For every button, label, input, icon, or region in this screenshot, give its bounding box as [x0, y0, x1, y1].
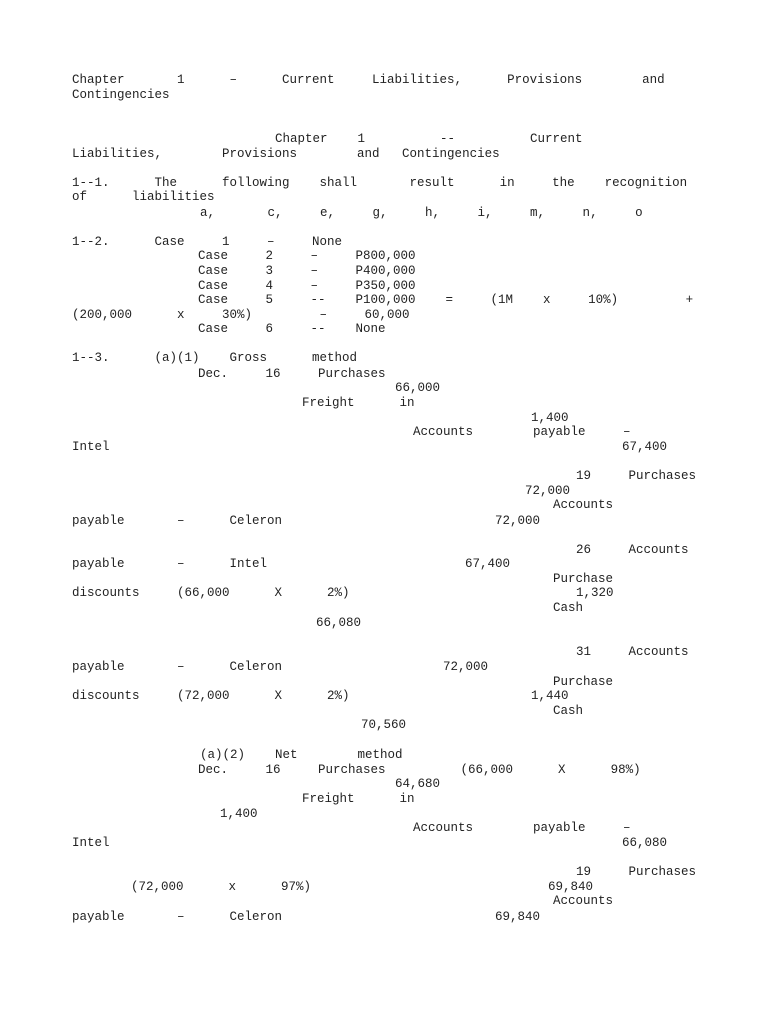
section-heading: Chapter 1 -- Current [275, 132, 583, 146]
problem-1-1-text: 1--1. The following shall result in the recognition [72, 176, 688, 190]
gross-payable-intel: payable – Intel [72, 557, 268, 571]
gross-amount: 67,400 [465, 557, 511, 571]
net-amount: 69,840 [548, 880, 594, 894]
gross-accounts-label: Accounts [553, 498, 614, 512]
gross-amount: 67,400 [622, 440, 668, 454]
gross-payable-celeron: payable – Celeron [72, 514, 283, 528]
gross-payable-celeron: payable – Celeron [72, 660, 283, 674]
gross-amount: 72,000 [495, 514, 541, 528]
problem-1-2-case-6: Case 6 -- None [198, 322, 386, 336]
problem-1-3-heading-net: (a)(2) Net method [200, 748, 403, 762]
net-accounts-payable: Accounts payable – [413, 821, 631, 835]
gross-day19-entry: 19 Purchases [576, 469, 697, 483]
net-day19-entry: 19 Purchases [576, 865, 697, 879]
gross-day26-entry: 26 Accounts [576, 543, 689, 557]
chapter-title-cont: Contingencies [72, 88, 170, 102]
net-day19-calc: (72,000 x 97%) [131, 880, 312, 894]
chapter-title: Chapter 1 – Current Liabilities, Provisions and [72, 73, 665, 87]
net-amount: 1,400 [220, 807, 258, 821]
gross-purchase-label: Purchase [553, 675, 614, 689]
gross-amount: 1,400 [531, 411, 569, 425]
gross-amount: 1,440 [531, 689, 569, 703]
gross-discounts-calc: discounts (66,000 X 2%) [72, 586, 350, 600]
gross-amount: 1,320 [576, 586, 614, 600]
gross-purchase-label: Purchase [553, 572, 614, 586]
gross-amount: 70,560 [361, 718, 407, 732]
net-amount: 66,080 [622, 836, 668, 850]
net-amount: 64,680 [395, 777, 441, 791]
net-freight-in: Freight in [302, 792, 415, 806]
problem-1-2-case-5-cont: (200,000 x 30%) – 60,000 [72, 308, 410, 322]
gross-day31-entry: 31 Accounts [576, 645, 689, 659]
gross-amount: 72,000 [443, 660, 489, 674]
gross-dec16-entry: Dec. 16 Purchases [198, 367, 386, 381]
problem-1-2-case-3: Case 3 – P400,000 [198, 264, 416, 278]
net-dec16-entry: Dec. 16 Purchases (66,000 X 98%) [198, 763, 641, 777]
net-intel-label: Intel [72, 836, 110, 850]
gross-intel-label: Intel [72, 440, 110, 454]
problem-1-2-case-5: Case 5 -- P100,000 = (1M x 10%) + [198, 293, 694, 307]
problem-1-3-heading-gross: 1--3. (a)(1) Gross method [72, 351, 358, 365]
problem-1-1-text-cont: of liabilities [72, 190, 215, 204]
problem-1-2-case-2: Case 2 – P800,000 [198, 249, 416, 263]
gross-amount: 66,080 [316, 616, 362, 630]
gross-accounts-payable: Accounts payable – [413, 425, 631, 439]
problem-1-1-answers: a, c, e, g, h, i, m, n, o [200, 206, 643, 220]
problem-1-2-case-4: Case 4 – P350,000 [198, 279, 416, 293]
gross-amount: 66,000 [395, 381, 441, 395]
section-heading-cont: Liabilities, Provisions and Contingencies [72, 147, 500, 161]
problem-1-2-case-1: 1--2. Case 1 – None [72, 235, 343, 249]
gross-freight-in: Freight in [302, 396, 415, 410]
net-accounts-label: Accounts [553, 894, 614, 908]
gross-cash-label: Cash [553, 704, 584, 718]
net-payable-celeron: payable – Celeron [72, 910, 283, 924]
gross-discounts-calc: discounts (72,000 X 2%) [72, 689, 350, 703]
net-amount: 69,840 [495, 910, 541, 924]
gross-amount: 72,000 [525, 484, 571, 498]
gross-cash-label: Cash [553, 601, 584, 615]
